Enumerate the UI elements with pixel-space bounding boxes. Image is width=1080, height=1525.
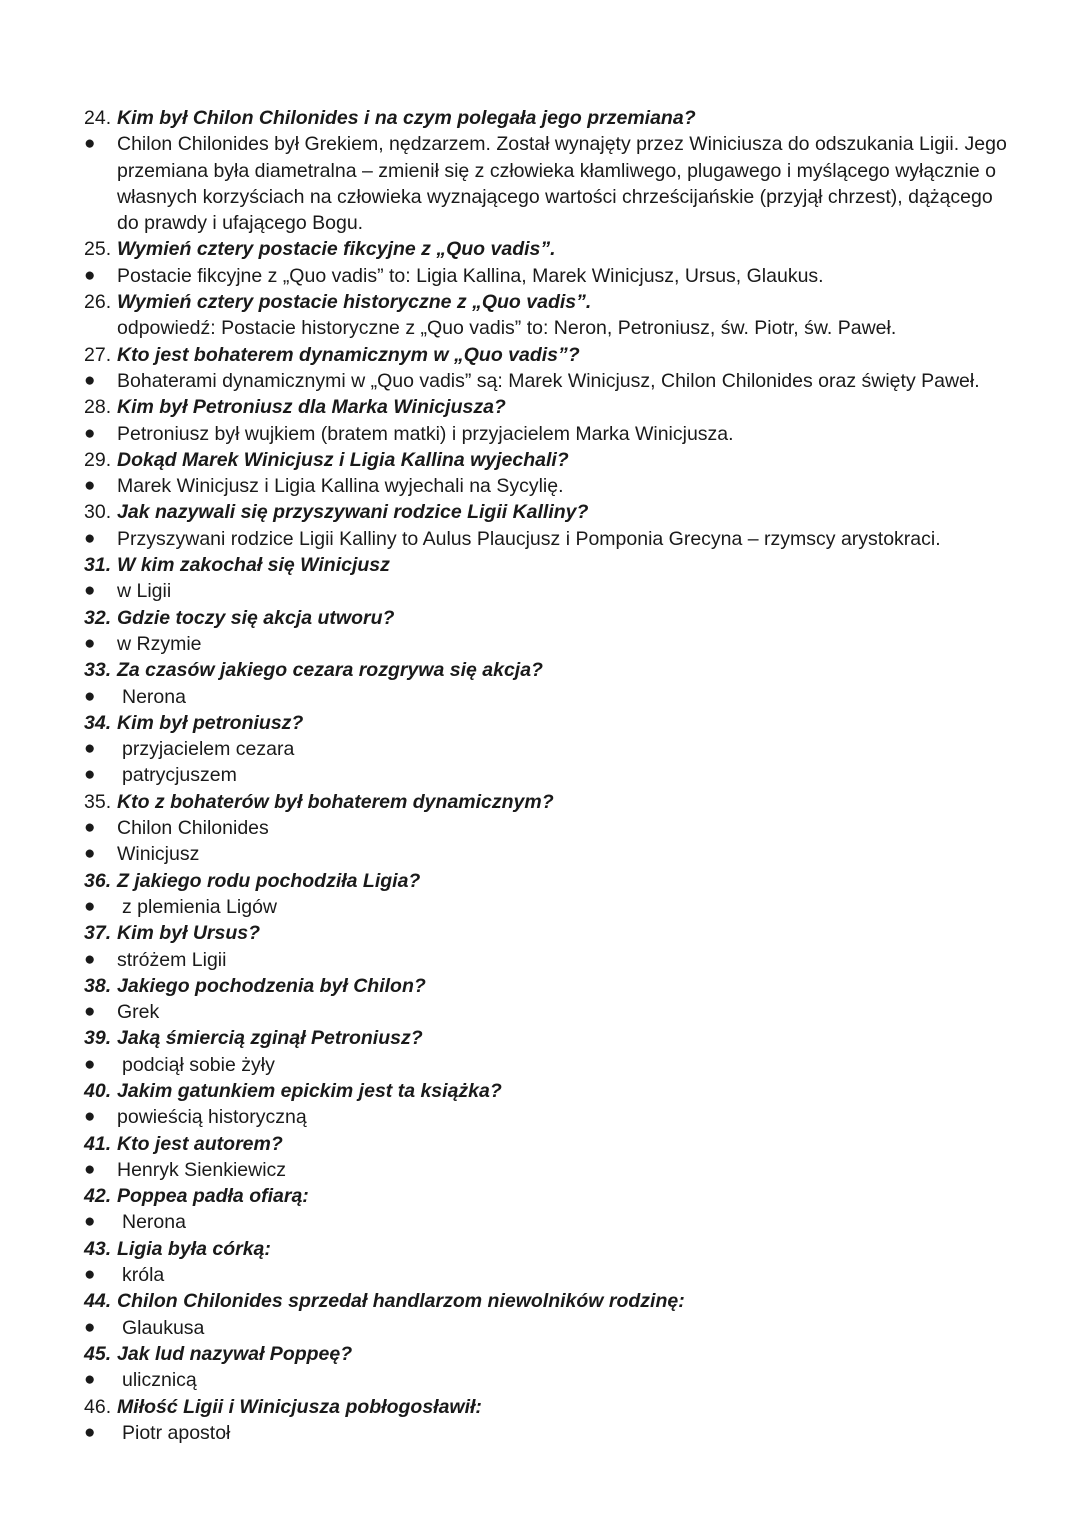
question-line — [0, 1131, 1080, 1157]
answer-text: Glaukusa — [122, 1316, 205, 1339]
question-text: Jakim gatunkiem epickim jest ta książka? — [117, 1079, 502, 1102]
question-text: Kto jest autorem? — [117, 1132, 283, 1155]
question-line — [0, 1078, 1080, 1104]
question-number: 33. — [84, 659, 112, 682]
answer-text: Postacie fikcyjne z „Quo vadis” to: Ligia Kallina, Marek Winicjusz, Ursus, Glaukus. — [117, 264, 824, 287]
bullet-icon: ● — [84, 1316, 96, 1338]
answer-text: Bohaterami dynamicznymi w „Quo vadis” są: Marek Winicjusz, Chilon Chilonides oraz święty Paweł. — [117, 369, 980, 392]
bullet-icon: ● — [84, 475, 96, 497]
question-text: Za czasów jakiego cezara rozgrywa się akcja? — [117, 659, 543, 682]
answer-text: Chilon Chilonides — [117, 817, 269, 840]
bullet-item — [0, 947, 1080, 973]
bullet-icon: ● — [84, 1369, 96, 1391]
question-text: Kim był Petroniusz dla Marka Winicjusza? — [117, 396, 506, 419]
question-number: 31. — [84, 554, 112, 577]
bullet-icon: ● — [84, 738, 96, 760]
question-number: 38. — [84, 974, 112, 997]
question-line — [0, 710, 1080, 736]
question-number: 32. — [84, 606, 112, 629]
question-number: 30. — [84, 501, 112, 524]
answer-text: patrycjuszem — [122, 764, 237, 787]
bullet-item — [0, 1315, 1080, 1341]
question-line — [0, 394, 1080, 420]
bullet-icon: ● — [84, 632, 96, 654]
bullet-item — [0, 368, 1080, 394]
bullet-item — [0, 1209, 1080, 1235]
answer-text: ulicznicą — [122, 1369, 197, 1392]
bullet-item — [0, 684, 1080, 710]
answer-text: Henryk Sienkiewicz — [117, 1158, 287, 1181]
bullet-icon: ● — [84, 843, 96, 865]
question-line — [0, 973, 1080, 999]
question-number: 25. — [84, 238, 112, 261]
question-text: Ligia była córką: — [117, 1237, 271, 1260]
question-line — [0, 447, 1080, 473]
answer-text: powieścią historyczną — [117, 1106, 307, 1129]
bullet-item — [0, 815, 1080, 841]
bullet-icon: ● — [84, 1106, 96, 1128]
bullet-item — [0, 1104, 1080, 1130]
question-line — [0, 105, 1080, 131]
question-number: 43. — [84, 1237, 112, 1260]
question-line — [0, 605, 1080, 631]
bullet-item — [0, 841, 1080, 867]
bullet-item — [0, 631, 1080, 657]
bullet-item — [0, 999, 1080, 1025]
question-text: Z jakiego rodu pochodziła Ligia? — [117, 869, 421, 892]
bullet-item — [0, 736, 1080, 762]
answer-text: Chilon Chilonides był Grekiem, nędzarzem. Został wynajęty przez Winiciusza do odszukania Ligii. Jego — [117, 133, 1007, 156]
question-line — [0, 920, 1080, 946]
question-number: 40. — [84, 1079, 112, 1102]
bullet-item — [0, 473, 1080, 499]
question-line — [0, 342, 1080, 368]
answer-text: odpowiedź: Postacie historyczne z „Quo vadis” to: Neron, Petroniusz, św. Piotr, św. Paweł. — [117, 317, 897, 340]
question-line — [0, 1025, 1080, 1051]
bullet-icon: ● — [84, 1001, 96, 1023]
answer-text: przemiana była diametralna – zmienił się z człowieka kłamliwego, plugawego i myślącego wyłącznie o — [117, 159, 996, 182]
answer-text: z plemienia Ligów — [122, 895, 278, 918]
answer-text: Petroniusz był wujkiem (bratem matki) i przyjacielem Marka Winicjusza. — [117, 422, 734, 445]
bullet-item — [0, 1262, 1080, 1288]
question-number: 39. — [84, 1027, 112, 1050]
question-text: Kim był Ursus? — [117, 922, 261, 945]
bullet-item — [0, 526, 1080, 552]
bullet-icon: ● — [84, 527, 96, 549]
bullet-icon: ● — [84, 422, 96, 444]
bullet-icon: ● — [84, 1421, 96, 1443]
question-line — [0, 499, 1080, 525]
answer-text: stróżem Ligii — [117, 948, 227, 971]
question-text: Chilon Chilonides sprzedał handlarzom niewolników rodzinę: — [117, 1290, 685, 1313]
question-text: Poppea padła ofiarą: — [117, 1185, 309, 1208]
question-text: Jakiego pochodzenia był Chilon? — [117, 974, 426, 997]
question-line — [0, 789, 1080, 815]
question-number: 46. — [84, 1395, 112, 1418]
question-line — [0, 1341, 1080, 1367]
answer-continuation — [0, 158, 1080, 184]
answer-line — [0, 315, 1080, 341]
answer-text: w Ligii — [117, 580, 172, 603]
question-line — [0, 236, 1080, 262]
bullet-icon: ● — [84, 133, 96, 155]
question-number: 27. — [84, 343, 112, 366]
question-number: 24. — [84, 107, 112, 129]
question-line — [0, 1288, 1080, 1314]
bullet-icon: ● — [84, 1053, 96, 1075]
question-number: 28. — [84, 396, 112, 419]
bullet-icon: ● — [84, 895, 96, 917]
question-line — [0, 1236, 1080, 1262]
bullet-item — [0, 1420, 1080, 1446]
question-text: Jak nazywali się przyszywani rodzice Ligii Kalliny? — [117, 501, 589, 524]
question-text: Wymień cztery postacie historyczne z „Quo vadis”. — [117, 291, 592, 314]
answer-text: Winicjusz — [117, 843, 200, 866]
question-number: 29. — [84, 448, 112, 471]
question-text: Dokąd Marek Winicjusz i Ligia Kallina wyjechali? — [117, 448, 569, 471]
question-line — [0, 1183, 1080, 1209]
question-text: Jaką śmiercią zginął Petroniusz? — [117, 1027, 423, 1050]
answer-text: Grek — [117, 1001, 160, 1024]
bullet-item — [0, 421, 1080, 447]
answer-text: Nerona — [122, 685, 186, 708]
question-text: Kto jest bohaterem dynamicznym w „Quo vadis”? — [117, 343, 580, 366]
bullet-item — [0, 263, 1080, 289]
question-number: 26. — [84, 291, 112, 314]
question-line — [0, 657, 1080, 683]
answer-text: własnych korzyściach na człowieka wyznającego wartości chrześcijańskie (przyjął chrzest), dążącego — [117, 185, 993, 208]
bullet-item — [0, 578, 1080, 604]
question-line — [0, 868, 1080, 894]
answer-text: Marek Winicjusz i Ligia Kallina wyjechali na Sycylię. — [117, 475, 564, 498]
answer-text: do prawdy i ufającego Bogu. — [117, 212, 364, 235]
bullet-icon: ● — [84, 1211, 96, 1233]
question-number: 42. — [84, 1185, 112, 1208]
bullet-icon: ● — [84, 1158, 96, 1180]
question-text: Gdzie toczy się akcja utworu? — [117, 606, 395, 629]
bullet-icon: ● — [84, 764, 96, 786]
bullet-icon: ● — [84, 685, 96, 707]
question-number: 37. — [84, 922, 112, 945]
question-line — [0, 1394, 1080, 1420]
question-text: Kim był Chilon Chilonides i na czym polegała jego przemiana? — [117, 107, 696, 129]
answer-text: w Rzymie — [117, 632, 202, 655]
bullet-item — [0, 1052, 1080, 1078]
bullet-item — [0, 762, 1080, 788]
document-page — [0, 105, 1080, 1446]
question-number: 44. — [84, 1290, 112, 1313]
bullet-item — [0, 131, 1080, 157]
question-text: Jak lud nazywał Poppeę? — [117, 1342, 353, 1365]
answer-text: Piotr apostoł — [122, 1421, 231, 1444]
question-number: 41. — [84, 1132, 112, 1155]
question-number: 35. — [84, 790, 112, 813]
question-number: 36. — [84, 869, 112, 892]
answer-continuation — [0, 184, 1080, 210]
bullet-icon: ● — [84, 264, 96, 286]
question-text: W kim zakochał się Winicjusz — [117, 554, 390, 577]
answer-continuation — [0, 210, 1080, 236]
answer-text: Nerona — [122, 1211, 186, 1234]
bullet-icon: ● — [84, 369, 96, 391]
bullet-icon: ● — [84, 1264, 96, 1286]
question-line — [0, 552, 1080, 578]
answer-text: podciął sobie żyły — [122, 1053, 275, 1076]
bullet-item — [0, 1367, 1080, 1393]
question-line — [0, 289, 1080, 315]
bullet-icon: ● — [84, 948, 96, 970]
bullet-item — [0, 894, 1080, 920]
bullet-icon: ● — [84, 580, 96, 602]
answer-text: przyjacielem cezara — [122, 738, 295, 761]
question-number: 45. — [84, 1342, 112, 1365]
question-text: Kim był petroniusz? — [117, 711, 304, 734]
bullet-icon: ● — [84, 817, 96, 839]
question-text: Kto z bohaterów był bohaterem dynamicznym? — [117, 790, 554, 813]
answer-text: króla — [122, 1264, 165, 1287]
bullet-item — [0, 1157, 1080, 1183]
answer-text: Przyszywani rodzice Ligii Kalliny to Aulus Plaucjusz i Pomponia Grecyna – rzymscy arystokraci. — [117, 527, 941, 550]
question-text: Miłość Ligii i Winicjusza pobłogosławił: — [117, 1395, 482, 1418]
question-number: 34. — [84, 711, 112, 734]
question-text: Wymień cztery postacie fikcyjne z „Quo vadis”. — [117, 238, 556, 261]
